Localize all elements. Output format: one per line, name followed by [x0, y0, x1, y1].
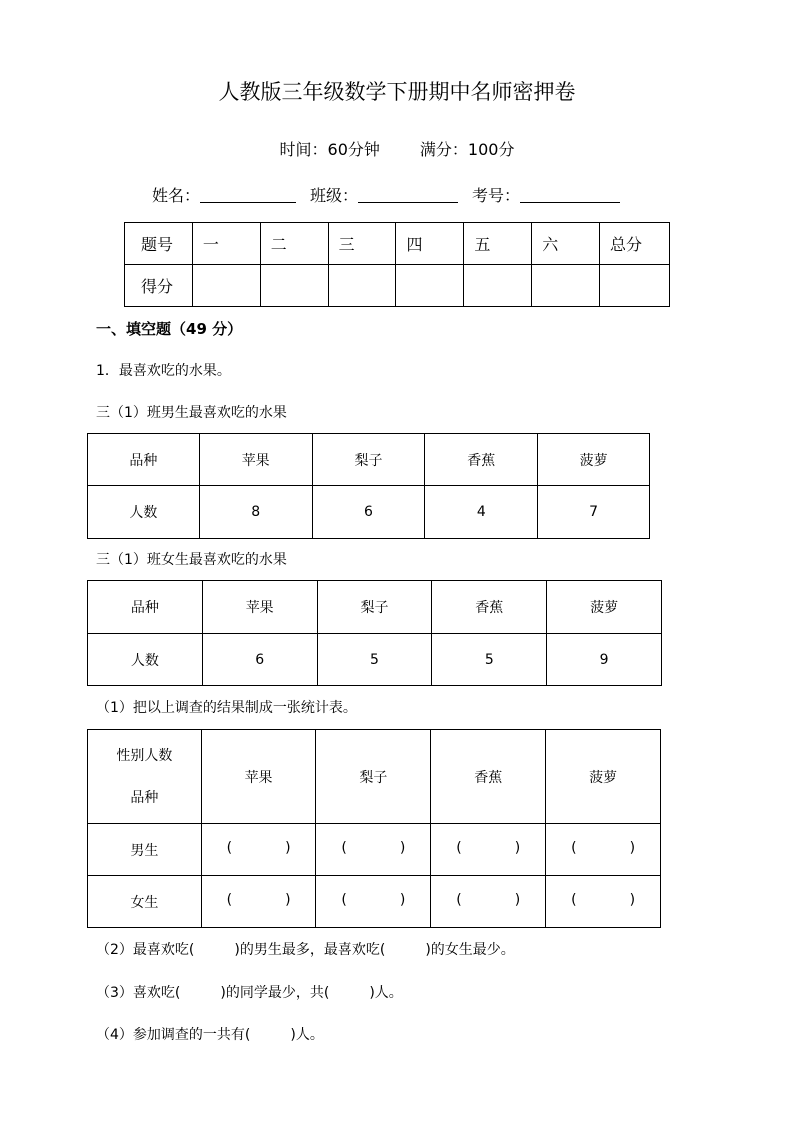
sub4-text-a: （4）参加调查的一共有(: [96, 1027, 251, 1043]
table-cell: 苹果: [199, 434, 312, 486]
boys-head-row: [88, 434, 650, 486]
girls-table-caption: 三（1）班女生最喜欢吃的水果: [96, 552, 287, 568]
score-header-cell: 总分: [600, 223, 670, 265]
answer-blank[interactable]: ( ): [456, 891, 521, 908]
stat-table: [87, 729, 661, 928]
score-header-cell: 一: [192, 223, 260, 265]
answer-blank[interactable]: ( ): [571, 839, 636, 856]
corner-top-label: 性别人数: [116, 747, 173, 764]
table-cell: 香蕉: [425, 434, 538, 486]
score-cell[interactable]: [600, 265, 670, 307]
stat-fruit-head: 苹果: [201, 730, 316, 824]
sub4-text-b: )人。: [290, 1027, 324, 1043]
answer-blank[interactable]: ( ): [341, 891, 406, 908]
class-label: 班级：: [310, 186, 359, 205]
table-cell: 6: [202, 634, 317, 686]
score-header-cell: 三: [328, 223, 396, 265]
time-limit: 时间：60分钟: [279, 140, 380, 159]
table-cell: 人数: [88, 634, 203, 686]
stat-row-label: 女生: [88, 876, 202, 928]
exam-no-label: 考号：: [472, 186, 521, 205]
question-1-stem: 1．最喜欢吃的水果。: [96, 363, 231, 379]
answer-blank[interactable]: ( ): [226, 891, 291, 908]
table-cell: 4: [425, 486, 538, 539]
table-cell: 8: [199, 486, 312, 539]
table-cell: 5: [317, 634, 432, 686]
sub3-text-b: )的同学最少，共(: [220, 985, 330, 1001]
stat-boys-row: [88, 824, 661, 876]
table-cell: 品种: [88, 434, 200, 486]
score-header-row: [125, 223, 670, 265]
student-info: [152, 183, 620, 206]
sub-question-2: [96, 939, 515, 959]
answer-blank-cell[interactable]: [201, 876, 316, 928]
boys-count-row: [88, 486, 650, 539]
score-cell[interactable]: [192, 265, 260, 307]
table-cell: 梨子: [317, 581, 432, 634]
exam-no-field[interactable]: [520, 186, 620, 203]
stat-fruit-head: 梨子: [316, 730, 431, 824]
girls-fruit-table: [87, 580, 662, 686]
corner-bottom-label: 品种: [130, 789, 159, 806]
answer-blank-cell[interactable]: [431, 824, 546, 876]
sub-question-3: [96, 982, 403, 1002]
sub2-text-a: （2）最喜欢吃(: [96, 942, 195, 958]
answer-blank[interactable]: ( ): [571, 891, 636, 908]
answer-blank-cell[interactable]: [546, 876, 661, 928]
score-row: [125, 265, 670, 307]
sub2-text-b: )的男生最多，最喜欢吃(: [234, 942, 386, 958]
answer-blank-cell[interactable]: [431, 876, 546, 928]
table-cell: 菠萝: [538, 434, 650, 486]
sub-question-1: （1）把以上调查的结果制成一张统计表。: [96, 700, 357, 716]
score-header-cell: 五: [464, 223, 532, 265]
sub-question-4: [96, 1024, 324, 1044]
name-label: 姓名：: [152, 186, 201, 205]
stat-head-row: [88, 730, 661, 824]
stat-fruit-head: 菠萝: [546, 730, 661, 824]
table-cell: 9: [547, 634, 662, 686]
stat-girls-row: [88, 876, 661, 928]
girls-count-row: [88, 634, 662, 686]
answer-blank-cell[interactable]: [316, 824, 431, 876]
score-cell[interactable]: [464, 265, 532, 307]
answer-blank[interactable]: ( ): [226, 839, 291, 856]
exam-title: 人教版三年级数学下册期中名师密押卷: [218, 80, 576, 104]
table-cell: 梨子: [312, 434, 425, 486]
table-cell: 品种: [88, 581, 203, 634]
answer-blank-cell[interactable]: [316, 876, 431, 928]
score-cell[interactable]: [328, 265, 396, 307]
table-cell: 香蕉: [432, 581, 547, 634]
stat-corner-cell: [88, 730, 202, 824]
score-header-cell: 二: [260, 223, 328, 265]
score-cell[interactable]: [532, 265, 600, 307]
score-header-cell: 题号: [125, 223, 193, 265]
answer-blank[interactable]: ( ): [341, 839, 406, 856]
table-cell: 6: [312, 486, 425, 539]
stat-fruit-head: 香蕉: [431, 730, 546, 824]
sub3-text-a: （3）喜欢吃(: [96, 985, 181, 1001]
answer-blank-cell[interactable]: [546, 824, 661, 876]
table-cell: 菠萝: [547, 581, 662, 634]
stat-row-label: 男生: [88, 824, 202, 876]
table-cell: 苹果: [202, 581, 317, 634]
score-row-label: 得分: [125, 265, 193, 307]
exam-meta: [0, 137, 794, 160]
answer-blank-cell[interactable]: [201, 824, 316, 876]
full-score: 满分：100分: [419, 140, 515, 159]
sub3-text-c: )人。: [369, 985, 403, 1001]
table-cell: 7: [538, 486, 650, 539]
sub2-text-c: )的女生最少。: [425, 942, 515, 958]
table-cell: 人数: [88, 486, 200, 539]
score-header-cell: 四: [396, 223, 464, 265]
table-cell: 5: [432, 634, 547, 686]
boys-fruit-table: [87, 433, 650, 539]
name-field[interactable]: [200, 186, 296, 203]
section-1-title: 一、填空题（49 分）: [96, 320, 243, 338]
class-field[interactable]: [358, 186, 458, 203]
score-cell[interactable]: [260, 265, 328, 307]
boys-table-caption: 三（1）班男生最喜欢吃的水果: [96, 405, 287, 421]
answer-blank[interactable]: ( ): [456, 839, 521, 856]
score-table: [124, 222, 670, 307]
score-header-cell: 六: [532, 223, 600, 265]
score-cell[interactable]: [396, 265, 464, 307]
girls-head-row: [88, 581, 662, 634]
